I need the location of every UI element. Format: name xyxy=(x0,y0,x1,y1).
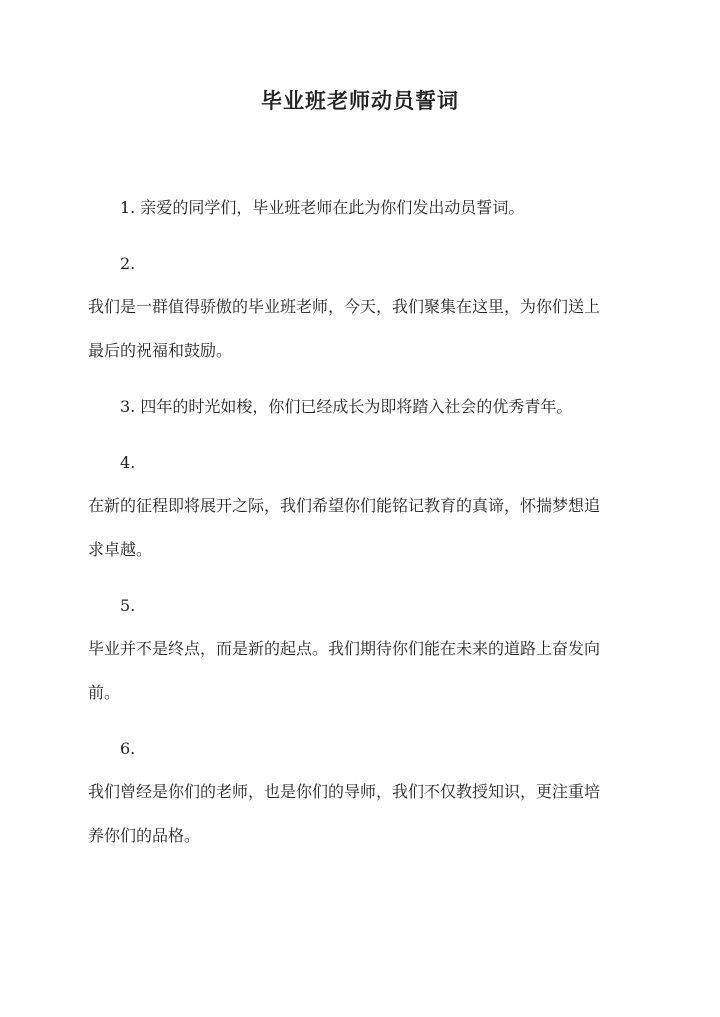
item-5-text-line-2: 前。 xyxy=(88,683,121,702)
item-6-text-line-2: 养你们的品格。 xyxy=(88,826,201,845)
item-3-text: 3. 四年的时光如梭，你们已经成长为即将踏入社会的优秀青年。 xyxy=(120,397,573,416)
item-1-text: 1. 亲爱的同学们，毕业班老师在此为你们发出动员誓词。 xyxy=(120,198,525,217)
item-5-text-line-1: 毕业并不是终点，而是新的起点。我们期待你们能在未来的道路上奋发向 xyxy=(88,639,601,658)
item-4-number: 4. xyxy=(120,453,136,472)
item-4-text-line-1: 在新的征程即将展开之际，我们希望你们能铭记教育的真谛，怀揣梦想追 xyxy=(88,496,601,515)
item-2-text-line-1: 我们是一群值得骄傲的毕业班老师，今天，我们聚集在这里，为你们送上 xyxy=(88,297,601,316)
item-5-number: 5. xyxy=(120,596,136,615)
item-2-text-line-2: 最后的祝福和鼓励。 xyxy=(88,341,233,360)
item-6-text-line-1: 我们曾经是你们的老师，也是你们的导师，我们不仅教授知识，更注重培 xyxy=(88,782,601,801)
page-title: 毕业班老师动员誓词 xyxy=(261,88,459,113)
item-2-number: 2. xyxy=(120,254,136,273)
item-4-text-line-2: 求卓越。 xyxy=(88,540,153,559)
item-6-number: 6. xyxy=(120,739,136,758)
